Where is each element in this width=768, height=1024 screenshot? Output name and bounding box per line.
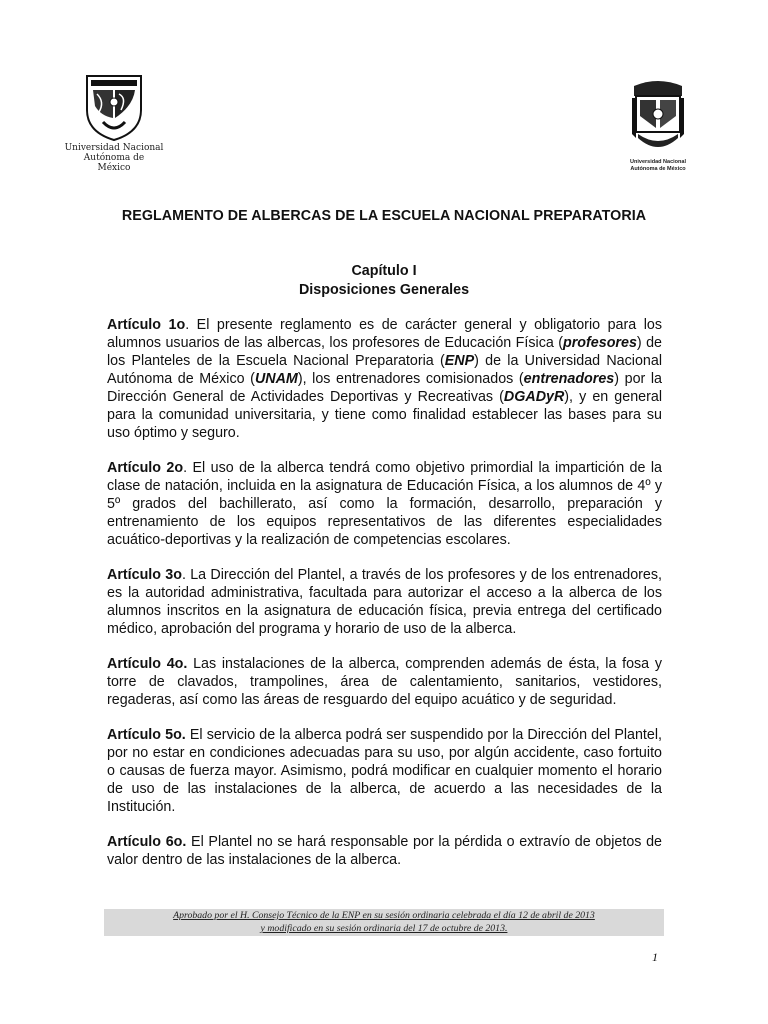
- unam-seal-icon: [628, 76, 688, 158]
- page-number: 1: [652, 950, 658, 964]
- chapter-heading: [0, 262, 768, 300]
- article-label: Artículo 4o.: [107, 656, 188, 672]
- approval-note-line-2: y modificado en su sesión ordinaria del 17 de octubre de 2013.: [260, 923, 508, 934]
- defined-term: profesores: [563, 335, 637, 351]
- article-4: Artículo 4o. Las instalaciones de la alberca, comprenden además de ésta, la fosa y torre de clavados, trampolines, área de calentamiento, sanitarios, vestidores, regaderas, así como las áreas de resguardo del equipo acuático y de seguridad.: [107, 656, 662, 708]
- document-title: REGLAMENTO DE ALBERCAS DE LA ESCUELA NACIONAL PREPARATORIA: [121, 208, 647, 224]
- logo-left-caption: Universidad Nacional Autónoma de México: [64, 143, 164, 173]
- approval-note-line-1: Aprobado por el H. Consejo Técnico de la ENP en su sesión ordinaria celebrada el día 12 de abril de 2013: [173, 910, 595, 921]
- article-1: Artículo 1o. El presente reglamento es de carácter general y obligatorio para los alumnos usuarios de las albercas, los profesores de Educación Física (profesores) de los Planteles de la Escuela Nacional Preparatoria (ENP) de la Universidad Nacional Autónoma de México (UNAM), los entrenadores comisionados (entrenadores) por la Dirección General de Actividades Deportivas y Recreativas (DGADyR), y en general para la comunidad universitaria, y tiene como finalidad establecer las bases para su uso óptimo y seguro.: [107, 317, 663, 441]
- chapter-number: Capítulo I: [351, 263, 417, 279]
- article-label: Artículo 5o.: [107, 727, 186, 743]
- defined-term: UNAM: [254, 371, 298, 387]
- defined-term: entrenadores: [523, 371, 615, 387]
- logo-right-caption: Universidad Nacional Autónoma de México: [630, 159, 686, 172]
- article-5: Artículo 5o. El servicio de la alberca podrá ser suspendido por la Dirección del Plantel, por no estar en condiciones adecuadas para su uso, por algún accidente, caso fortuito o causas de fuerza mayor. Asimismo, podrá modificar en cualquier momento el horario de uso de las instalaciones de la alberca, de acuerdo a las necesidades de la Institución.: [107, 727, 663, 815]
- unam-logo-right: [622, 76, 694, 176]
- unam-logo-left: [62, 72, 166, 176]
- article-2: Artículo 2o. El uso de la alberca tendrá como objetivo primordial la impartición de la clase de natación, incluida en la asignatura de Educación Física, a los alumnos de 4º y 5º grados del bachillerato, así como la formación, desarrollo, preparación y entrenamiento de los equipos representativos de las diferentes especialidades acuático-deportivas y la realización de competencias escolares.: [107, 460, 663, 548]
- article-label: Artículo 1o: [107, 317, 186, 333]
- approval-note: [104, 909, 664, 936]
- unam-shield-icon: [83, 72, 145, 142]
- article-label: Artículo 6o.: [107, 834, 187, 850]
- article-3: Artículo 3o. La Dirección del Plantel, a través de los profesores y de los entrenadores, es la autoridad administrativa, facultada para autorizar el acceso a la alberca de los alumnos inscritos en la asignatura de educación física, previa entrega del certificado médico, aprobación del programa y horario de uso de la alberca.: [107, 567, 663, 637]
- article-label: Artículo 2o: [107, 460, 184, 476]
- article-label: Artículo 3o: [107, 567, 182, 583]
- defined-term: ENP: [444, 353, 475, 369]
- article-6: Artículo 6o. El Plantel no se hará responsable por la pérdida o extravío de objetos de valor dentro de las instalaciones de la alberca.: [107, 834, 663, 868]
- defined-term: DGADyR: [503, 389, 565, 405]
- articles-body: [107, 316, 662, 886]
- chapter-title: Disposiciones Generales: [298, 282, 470, 298]
